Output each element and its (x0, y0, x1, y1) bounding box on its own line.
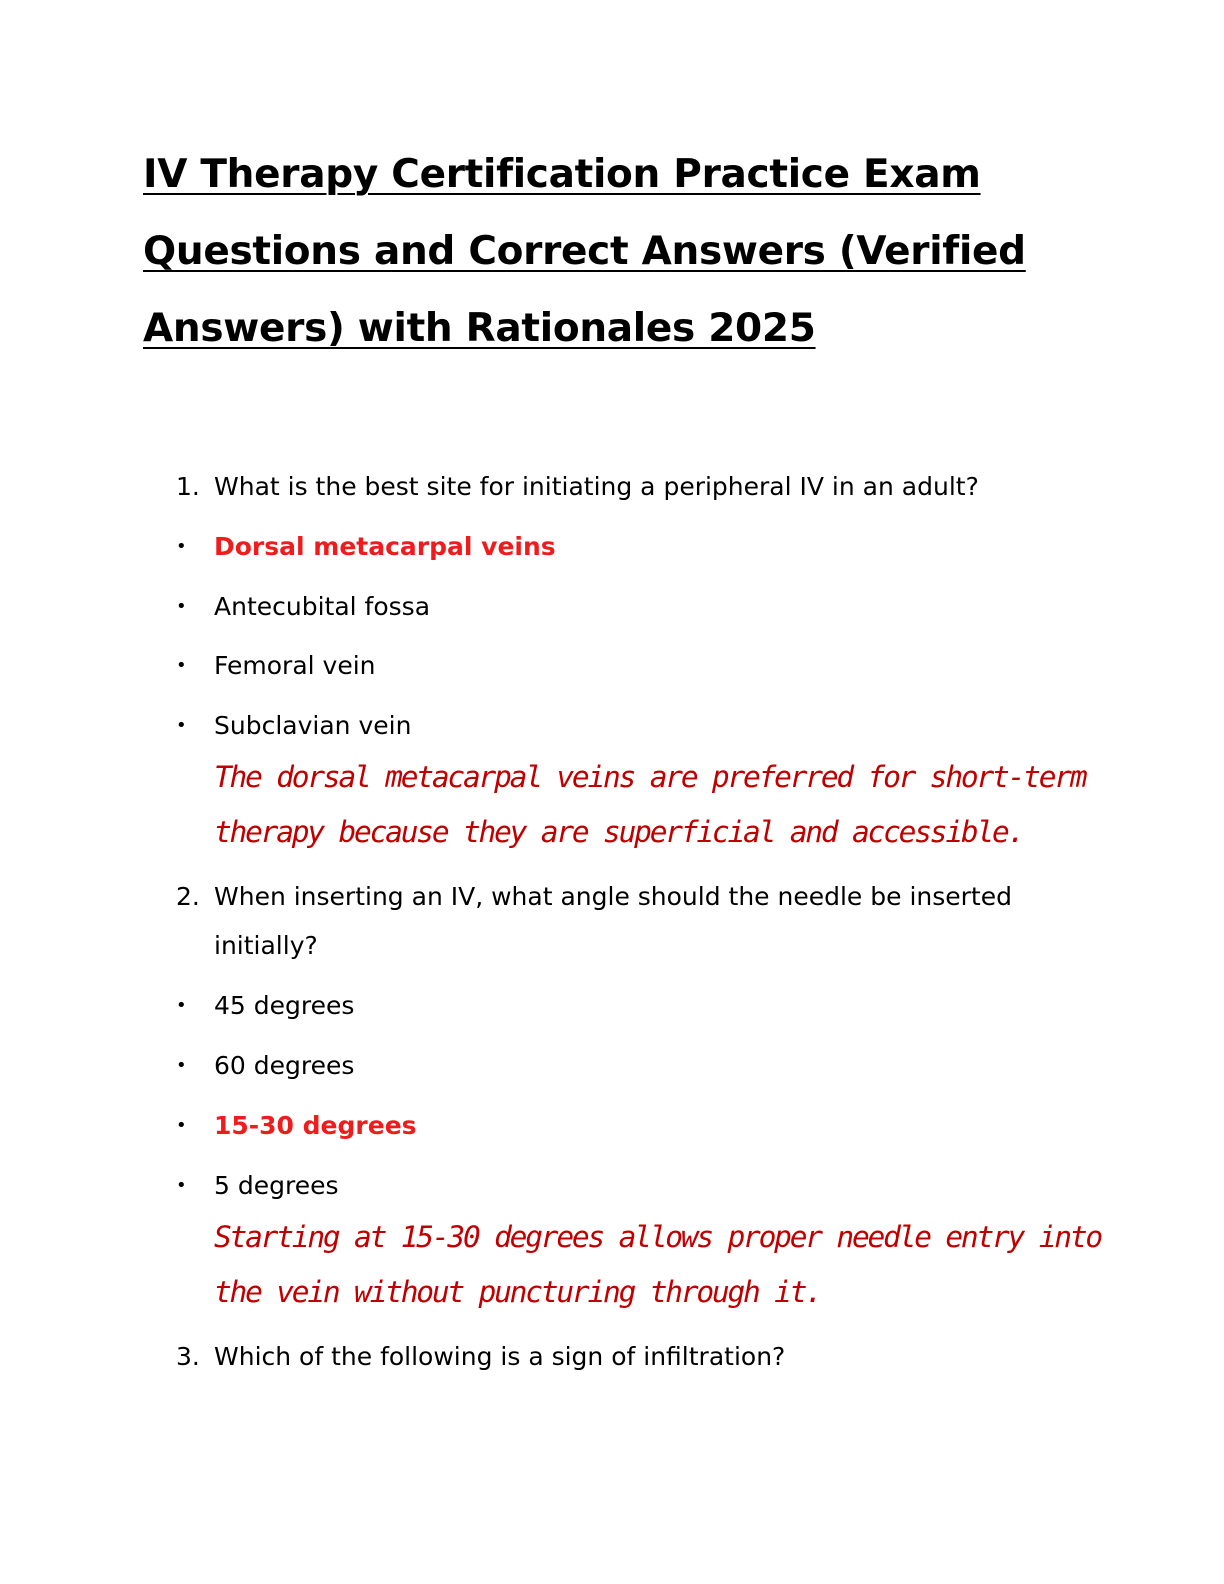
title-line-3: Answers) with Rationales 2025 (143, 306, 816, 351)
question-text-line: initially? (214, 931, 318, 960)
bullet-icon: • (176, 1175, 187, 1196)
question-text: What is the best site for initiating a peripheral IV in an adult? (214, 472, 979, 501)
rationale-line: the vein without puncturing through it. (214, 1275, 821, 1309)
bullet-icon: • (176, 655, 187, 676)
option-text: Antecubital fossa (214, 592, 431, 621)
option-text: 45 degrees (214, 991, 355, 1020)
bullet-icon: • (176, 596, 187, 617)
rationale-line: therapy because they are superficial and accessible. (214, 815, 1024, 849)
title-line-1: IV Therapy Certification Practice Exam (143, 152, 981, 197)
option-text-correct: Dorsal metacarpal veins (214, 532, 556, 561)
bullet-icon: • (176, 1115, 187, 1136)
title-line-2: Questions and Correct Answers (Verified (143, 229, 1026, 274)
rationale-line: Starting at 15-30 degrees allows proper needle entry into (214, 1220, 1101, 1254)
question-text: Which of the following is a sign of infiltration? (214, 1342, 786, 1371)
option-text: Femoral vein (214, 651, 376, 680)
question-number: 1. (176, 472, 200, 501)
question-text (214, 872, 1012, 970)
question-number: 2. (176, 882, 200, 911)
document-title (143, 136, 1103, 367)
rationale-2 (214, 1210, 1101, 1320)
question-number: 3. (176, 1342, 200, 1371)
question-text-line: When inserting an IV, what angle should the needle be inserted (214, 882, 1012, 911)
option-text: 60 degrees (214, 1051, 355, 1080)
bullet-icon: • (176, 536, 187, 557)
bullet-icon: • (176, 1055, 187, 1076)
rationale-1 (214, 750, 1085, 860)
rationale-line: The dorsal metacarpal veins are preferred for short-term (214, 760, 1086, 794)
option-text-correct: 15-30 degrees (214, 1111, 417, 1140)
bullet-icon: • (176, 995, 187, 1016)
bullet-icon: • (176, 715, 187, 736)
option-text: 5 degrees (214, 1171, 339, 1200)
option-text: Subclavian vein (214, 711, 412, 740)
